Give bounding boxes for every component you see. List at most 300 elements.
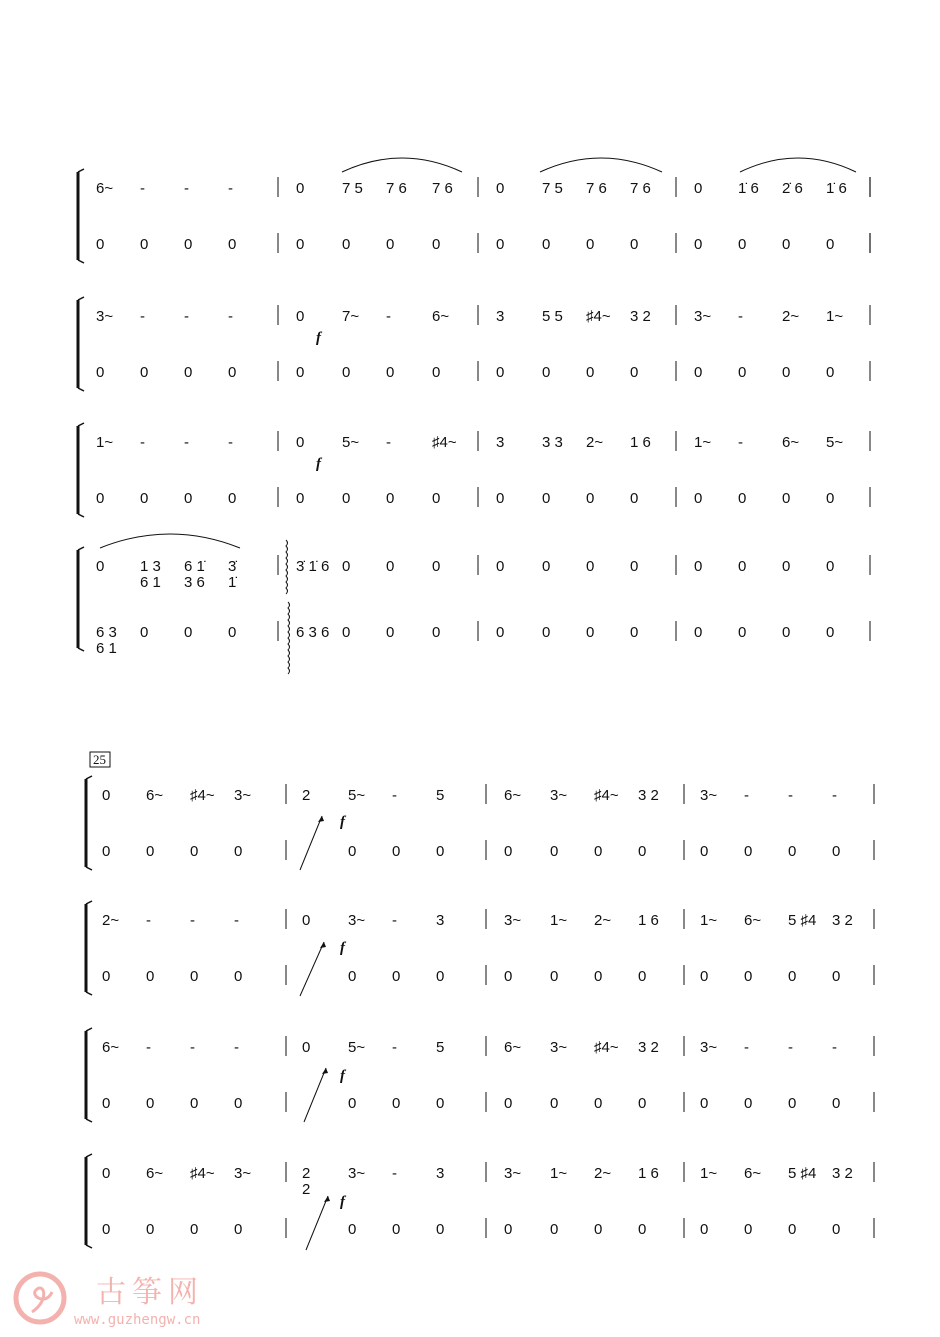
note-2-4-4-2: 0 (744, 968, 753, 985)
note-1-8-1-2: 0 (140, 624, 149, 641)
slur (540, 158, 662, 172)
watermark-url: www.guzhengw.cn (74, 1312, 201, 1328)
note-2-2-1-3: 0 (190, 843, 199, 860)
note-2-3-2-2: 3~ (348, 912, 366, 929)
note-2-8-3-3: 0 (594, 1221, 603, 1238)
note-2-5-2-1: 0 (302, 1039, 311, 1056)
note-2-6-4-4: 0 (832, 1095, 841, 1112)
note-2-1-2-1: 2 (302, 787, 311, 804)
note-1-4-3-2: 0 (542, 364, 551, 381)
note-2-7-4-3: 5 ♯4 (788, 1165, 817, 1182)
note-2-6-4-1: 0 (700, 1095, 709, 1112)
note-2-1-1-2: 6~ (146, 787, 164, 804)
note-1-1-3-2: 7 5 (542, 180, 563, 197)
note-1-1-4-1: 0 (694, 180, 703, 197)
note-2-6-1-3: 0 (190, 1095, 199, 1112)
note-2-1-3-2: 3~ (550, 787, 568, 804)
rehearsal-mark: 25 (93, 752, 106, 767)
note-2-5-2-3: - (392, 1039, 397, 1056)
note-1-8-3-1: 0 (496, 624, 505, 641)
note-1-8-2-2: 0 (342, 624, 351, 641)
note-2-7-3-3: 2~ (594, 1165, 612, 1182)
note-2-4-3-4: 0 (638, 968, 647, 985)
note-1-3-1-4: - (228, 308, 233, 325)
bracket-hook (86, 1119, 92, 1122)
note-1-5-1-1: 1~ (96, 434, 114, 451)
note-2-3-1-2: - (146, 912, 151, 929)
note-1-6-3-3: 0 (586, 490, 595, 507)
note-2-1-3-1: 6~ (504, 787, 522, 804)
note-1-6-1-4: 0 (228, 490, 237, 507)
note-2-1-4-1: 3~ (700, 787, 718, 804)
note-2-1-1-4: 3~ (234, 787, 252, 804)
note-2-2-2-4: 0 (436, 843, 445, 860)
note-1-7-1-3-2: 3 6 (184, 574, 205, 591)
note-2-7-2-3: - (392, 1165, 397, 1182)
bracket-hook (78, 547, 84, 550)
note-2-3-3-3: 2~ (594, 912, 612, 929)
note-2-7-3-1: 3~ (504, 1165, 522, 1182)
bracket-hook (86, 1028, 92, 1031)
note-2-1-1-1: 0 (102, 787, 111, 804)
note-1-4-3-1: 0 (496, 364, 505, 381)
note-2-2-2-2: 0 (348, 843, 357, 860)
arpeggio-icon (286, 540, 288, 594)
note-2-6-3-3: 0 (594, 1095, 603, 1112)
note-1-5-3-3: 2~ (586, 434, 604, 451)
note-1-2-1-3: 0 (184, 236, 193, 253)
note-1-2-2-3: 0 (386, 236, 395, 253)
note-2-7-1-4: 3~ (234, 1165, 252, 1182)
note-2-3-4-4: 3 2 (832, 912, 853, 929)
dynamic-forte: f (340, 814, 345, 830)
note-2-4-1-2: 0 (146, 968, 155, 985)
bracket-hook (78, 388, 84, 391)
note-1-8-4-4: 0 (826, 624, 835, 641)
note-1-3-2-2: 7~ (342, 308, 360, 325)
bracket-hook (78, 648, 84, 651)
note-1-5-4-1: 1~ (694, 434, 712, 451)
note-2-4-1-1: 0 (102, 968, 111, 985)
note-1-2-1-4: 0 (228, 236, 237, 253)
note-1-5-1-2: - (140, 434, 145, 451)
note-1-5-4-2: - (738, 434, 743, 451)
note-2-5-3-2: 3~ (550, 1039, 568, 1056)
note-2-8-1-2: 0 (146, 1221, 155, 1238)
note-1-1-2-1: 0 (296, 180, 305, 197)
note-1-3-3-4: 3 2 (630, 308, 651, 325)
note-1-7-4-2: 0 (738, 558, 747, 575)
note-2-8-2-3: 0 (392, 1221, 401, 1238)
note-2-6-4-2: 0 (744, 1095, 753, 1112)
note-2-6-4-3: 0 (788, 1095, 797, 1112)
note-2-6-1-1: 0 (102, 1095, 111, 1112)
note-1-7-1-2-2: 6 1 (140, 574, 161, 591)
note-2-5-4-4: - (832, 1039, 837, 1056)
arpeggio-icon (288, 602, 290, 674)
note-2-3-1-4: - (234, 912, 239, 929)
arrowhead-icon (324, 1196, 330, 1202)
notes-layer (96, 180, 853, 1238)
note-1-2-3-1: 0 (496, 236, 505, 253)
note-1-2-4-3: 0 (782, 236, 791, 253)
note-2-2-3-1: 0 (504, 843, 513, 860)
watermark-clef-icon (32, 1288, 52, 1312)
note-1-8-1-4: 0 (228, 624, 237, 641)
note-2-6-3-1: 0 (504, 1095, 513, 1112)
note-2-5-1-4: - (234, 1039, 239, 1056)
note-1-4-2-2: 0 (342, 364, 351, 381)
slur (740, 158, 856, 172)
note-1-4-4-4: 0 (826, 364, 835, 381)
note-1-2-3-3: 0 (586, 236, 595, 253)
note-2-8-4-2: 0 (744, 1221, 753, 1238)
note-1-2-4-1: 0 (694, 236, 703, 253)
note-2-2-3-4: 0 (638, 843, 647, 860)
note-2-8-1-3: 0 (190, 1221, 199, 1238)
note-1-5-2-3: - (386, 434, 391, 451)
note-1-1-4-3: 2̇ 6 (782, 180, 803, 197)
note-1-4-4-3: 0 (782, 364, 791, 381)
note-2-7-4-1: 1~ (700, 1165, 718, 1182)
note-1-3-3-2: 5 5 (542, 308, 563, 325)
note-2-1-1-3: ♯4~ (190, 787, 215, 804)
note-1-1-4-2: 1̇ 6 (738, 180, 759, 197)
note-1-2-4-4: 0 (826, 236, 835, 253)
note-2-2-1-2: 0 (146, 843, 155, 860)
note-1-3-3-3: ♯4~ (586, 308, 611, 325)
note-2-6-3-4: 0 (638, 1095, 647, 1112)
note-2-1-4-3: - (788, 787, 793, 804)
glissando-arrow-icon (300, 942, 324, 996)
note-1-3-2-4: 6~ (432, 308, 450, 325)
note-2-5-3-4: 3 2 (638, 1039, 659, 1056)
note-2-4-3-2: 0 (550, 968, 559, 985)
note-1-6-4-2: 0 (738, 490, 747, 507)
note-1-6-2-4: 0 (432, 490, 441, 507)
note-1-4-1-4: 0 (228, 364, 237, 381)
note-1-8-1-3: 0 (184, 624, 193, 641)
bracket-hook (86, 867, 92, 870)
note-2-4-4-1: 0 (700, 968, 709, 985)
note-1-6-2-1: 0 (296, 490, 305, 507)
note-1-5-2-2: 5~ (342, 434, 360, 451)
glissando-arrow-icon (300, 816, 322, 870)
note-2-4-2-4: 0 (436, 968, 445, 985)
bracket-hook (78, 297, 84, 300)
note-2-6-1-2: 0 (146, 1095, 155, 1112)
note-1-4-4-1: 0 (694, 364, 703, 381)
note-1-3-4-2: - (738, 308, 743, 325)
note-1-8-1-1-2: 6 1 (96, 640, 117, 657)
bracket-hook (86, 1245, 92, 1248)
barlines (278, 177, 874, 1238)
note-2-1-2-4: 5 (436, 787, 445, 804)
note-2-6-2-4: 0 (436, 1095, 445, 1112)
watermark-chinese: 古筝网 (96, 1275, 204, 1310)
arrowhead-icon (322, 1068, 328, 1074)
dynamic-forte: f (340, 1068, 345, 1084)
note-1-7-1-1: 0 (96, 558, 105, 575)
note-2-8-3-2: 0 (550, 1221, 559, 1238)
note-2-8-2-2: 0 (348, 1221, 357, 1238)
note-2-3-4-3: 5 ♯4 (788, 912, 817, 929)
note-2-3-2-4: 3 (436, 912, 445, 929)
note-2-5-3-3: ♯4~ (594, 1039, 619, 1056)
note-2-8-2-4: 0 (436, 1221, 445, 1238)
note-1-1-2-2: 7 5 (342, 180, 363, 197)
bracket-hook (86, 901, 92, 904)
note-1-7-2-3: 0 (386, 558, 395, 575)
note-2-7-2-2: 3~ (348, 1165, 366, 1182)
note-2-3-1-3: - (190, 912, 195, 929)
note-1-2-2-2: 0 (342, 236, 351, 253)
note-1-6-3-4: 0 (630, 490, 639, 507)
note-1-1-1-3: - (184, 180, 189, 197)
note-2-1-4-4: - (832, 787, 837, 804)
note-1-4-3-4: 0 (630, 364, 639, 381)
note-1-6-4-1: 0 (694, 490, 703, 507)
note-1-5-3-1: 3 (496, 434, 505, 451)
note-1-1-3-1: 0 (496, 180, 505, 197)
note-2-8-3-4: 0 (638, 1221, 647, 1238)
note-2-3-3-1: 3~ (504, 912, 522, 929)
note-1-1-2-3: 7 6 (386, 180, 407, 197)
note-2-3-3-4: 1 6 (638, 912, 659, 929)
note-1-3-1-2: - (140, 308, 145, 325)
note-2-5-2-2: 5~ (348, 1039, 366, 1056)
note-1-4-3-3: 0 (586, 364, 595, 381)
note-2-1-3-4: 3 2 (638, 787, 659, 804)
note-1-1-3-3: 7 6 (586, 180, 607, 197)
note-2-3-1-1: 2~ (102, 912, 120, 929)
note-1-3-1-1: 3~ (96, 308, 114, 325)
dynamic-forte: f (340, 1194, 345, 1210)
note-1-6-1-3: 0 (184, 490, 193, 507)
note-2-5-4-1: 3~ (700, 1039, 718, 1056)
note-1-5-4-4: 5~ (826, 434, 844, 451)
note-2-4-3-1: 0 (504, 968, 513, 985)
note-1-7-3-3: 0 (586, 558, 595, 575)
note-1-2-2-4: 0 (432, 236, 441, 253)
note-2-2-1-1: 0 (102, 843, 111, 860)
note-1-1-1-1: 6~ (96, 180, 114, 197)
note-2-3-2-3: - (392, 912, 397, 929)
note-2-2-4-1: 0 (700, 843, 709, 860)
note-1-4-2-1: 0 (296, 364, 305, 381)
note-1-8-3-4: 0 (630, 624, 639, 641)
note-1-6-4-3: 0 (782, 490, 791, 507)
note-2-1-2-2: 5~ (348, 787, 366, 804)
note-1-4-1-1: 0 (96, 364, 105, 381)
note-2-5-1-3: - (190, 1039, 195, 1056)
note-1-7-1-4-2: 1̇ (228, 574, 237, 591)
note-2-7-3-2: 1~ (550, 1165, 568, 1182)
note-2-2-2-3: 0 (392, 843, 401, 860)
note-1-8-2-1: 6 3 6 (296, 624, 330, 641)
note-1-6-1-2: 0 (140, 490, 149, 507)
note-2-2-4-4: 0 (832, 843, 841, 860)
note-2-4-4-3: 0 (788, 968, 797, 985)
note-1-8-3-3: 0 (586, 624, 595, 641)
note-1-8-4-3: 0 (782, 624, 791, 641)
note-2-1-4-2: - (744, 787, 749, 804)
note-1-6-2-2: 0 (342, 490, 351, 507)
note-1-8-2-3: 0 (386, 624, 395, 641)
note-1-3-2-3: - (386, 308, 391, 325)
note-2-4-1-3: 0 (190, 968, 199, 985)
note-2-3-4-2: 6~ (744, 912, 762, 929)
note-1-2-1-2: 0 (140, 236, 149, 253)
bracket-hook (78, 423, 84, 426)
note-2-4-2-2: 0 (348, 968, 357, 985)
note-1-8-4-1: 0 (694, 624, 703, 641)
note-1-2-3-2: 0 (542, 236, 551, 253)
note-2-3-2-1: 0 (302, 912, 311, 929)
note-1-7-3-1: 0 (496, 558, 505, 575)
note-2-8-1-4: 0 (234, 1221, 243, 1238)
staff-brackets (78, 169, 92, 1248)
note-1-1-2-4: 7 6 (432, 180, 453, 197)
note-2-2-3-3: 0 (594, 843, 603, 860)
note-1-7-1-4-1: 3̇ (228, 558, 237, 575)
note-1-7-3-2: 0 (542, 558, 551, 575)
note-1-5-2-4: ♯4~ (432, 434, 457, 451)
dynamic-forte: f (340, 940, 345, 956)
note-2-5-4-3: - (788, 1039, 793, 1056)
note-1-7-4-4: 0 (826, 558, 835, 575)
note-2-8-1-1: 0 (102, 1221, 111, 1238)
note-1-7-2-4: 0 (432, 558, 441, 575)
note-1-8-3-2: 0 (542, 624, 551, 641)
bracket-hook (86, 1154, 92, 1157)
note-2-5-1-2: - (146, 1039, 151, 1056)
note-1-6-1-1: 0 (96, 490, 105, 507)
note-1-7-1-2-1: 1 3 (140, 558, 161, 575)
note-1-3-2-1: 0 (296, 308, 305, 325)
note-2-8-4-1: 0 (700, 1221, 709, 1238)
note-1-3-1-3: - (184, 308, 189, 325)
dynamic-forte: f (316, 456, 321, 472)
note-2-4-1-4: 0 (234, 968, 243, 985)
note-1-5-1-3: - (184, 434, 189, 451)
note-1-7-2-2: 0 (342, 558, 351, 575)
glissando-arrow-icon (306, 1196, 328, 1250)
note-1-1-4-4: 1̇ 6 (826, 180, 847, 197)
note-1-5-1-4: - (228, 434, 233, 451)
note-1-5-3-2: 3 3 (542, 434, 563, 451)
note-2-7-2-4: 3 (436, 1165, 445, 1182)
note-2-5-1-1: 6~ (102, 1039, 120, 1056)
note-2-4-3-3: 0 (594, 968, 603, 985)
note-1-8-4-2: 0 (738, 624, 747, 641)
bracket-hook (86, 992, 92, 995)
slur (100, 534, 240, 548)
note-2-1-2-3: - (392, 787, 397, 804)
note-2-6-2-3: 0 (392, 1095, 401, 1112)
note-1-2-4-2: 0 (738, 236, 747, 253)
note-2-2-1-4: 0 (234, 843, 243, 860)
note-2-4-4-4: 0 (832, 968, 841, 985)
arrowhead-icon (318, 816, 324, 822)
note-1-7-1-3-1: 6 1̇ (184, 558, 205, 575)
note-2-2-4-3: 0 (788, 843, 797, 860)
note-2-7-2-1-1: 2 (302, 1165, 311, 1182)
bracket-hook (78, 260, 84, 263)
note-2-5-3-1: 6~ (504, 1039, 522, 1056)
note-2-2-3-2: 0 (550, 843, 559, 860)
note-2-7-3-4: 1 6 (638, 1165, 659, 1182)
note-1-1-1-2: - (140, 180, 145, 197)
note-1-6-3-1: 0 (496, 490, 505, 507)
note-1-2-2-1: 0 (296, 236, 305, 253)
note-1-7-4-3: 0 (782, 558, 791, 575)
dynamic-forte: f (316, 330, 321, 346)
note-2-6-3-2: 0 (550, 1095, 559, 1112)
note-1-2-3-4: 0 (630, 236, 639, 253)
note-1-8-1-1-1: 6 3 (96, 624, 117, 641)
note-1-3-3-1: 3 (496, 308, 505, 325)
note-1-2-1-1: 0 (96, 236, 105, 253)
slur (342, 158, 462, 172)
note-1-4-2-3: 0 (386, 364, 395, 381)
note-1-6-4-4: 0 (826, 490, 835, 507)
note-1-4-2-4: 0 (432, 364, 441, 381)
note-2-6-1-4: 0 (234, 1095, 243, 1112)
note-1-3-4-4: 1~ (826, 308, 844, 325)
note-2-5-4-2: - (744, 1039, 749, 1056)
watermark (16, 1274, 204, 1328)
note-1-7-3-4: 0 (630, 558, 639, 575)
note-2-7-4-4: 3 2 (832, 1165, 853, 1182)
note-2-3-3-2: 1~ (550, 912, 568, 929)
note-1-4-1-2: 0 (140, 364, 149, 381)
note-1-8-2-4: 0 (432, 624, 441, 641)
glissando-arrow-icon (304, 1068, 326, 1122)
note-1-7-2-1: 3̇ 1̇ 6 (296, 558, 330, 575)
note-2-7-1-1: 0 (102, 1165, 111, 1182)
note-2-8-4-3: 0 (788, 1221, 797, 1238)
note-2-2-4-2: 0 (744, 843, 753, 860)
note-1-3-4-1: 3~ (694, 308, 712, 325)
note-2-8-3-1: 0 (504, 1221, 513, 1238)
note-2-7-1-2: 6~ (146, 1165, 164, 1182)
note-1-5-3-4: 1 6 (630, 434, 651, 451)
note-1-5-2-1: 0 (296, 434, 305, 451)
note-2-6-2-2: 0 (348, 1095, 357, 1112)
note-2-8-4-4: 0 (832, 1221, 841, 1238)
note-2-1-3-3: ♯4~ (594, 787, 619, 804)
note-1-1-3-4: 7 6 (630, 180, 651, 197)
note-1-4-4-2: 0 (738, 364, 747, 381)
bracket-hook (78, 169, 84, 172)
note-1-1-1-4: - (228, 180, 233, 197)
note-2-7-1-3: ♯4~ (190, 1165, 215, 1182)
note-2-7-2-1-2: 2 (302, 1181, 311, 1198)
note-1-6-3-2: 0 (542, 490, 551, 507)
note-1-4-1-3: 0 (184, 364, 193, 381)
note-1-3-4-3: 2~ (782, 308, 800, 325)
note-1-5-4-3: 6~ (782, 434, 800, 451)
bracket-hook (86, 776, 92, 779)
note-2-3-4-1: 1~ (700, 912, 718, 929)
arrowhead-icon (320, 942, 326, 948)
note-2-5-2-4: 5 (436, 1039, 445, 1056)
note-2-4-2-3: 0 (392, 968, 401, 985)
bracket-hook (78, 514, 84, 517)
note-2-7-4-2: 6~ (744, 1165, 762, 1182)
note-1-7-4-1: 0 (694, 558, 703, 575)
